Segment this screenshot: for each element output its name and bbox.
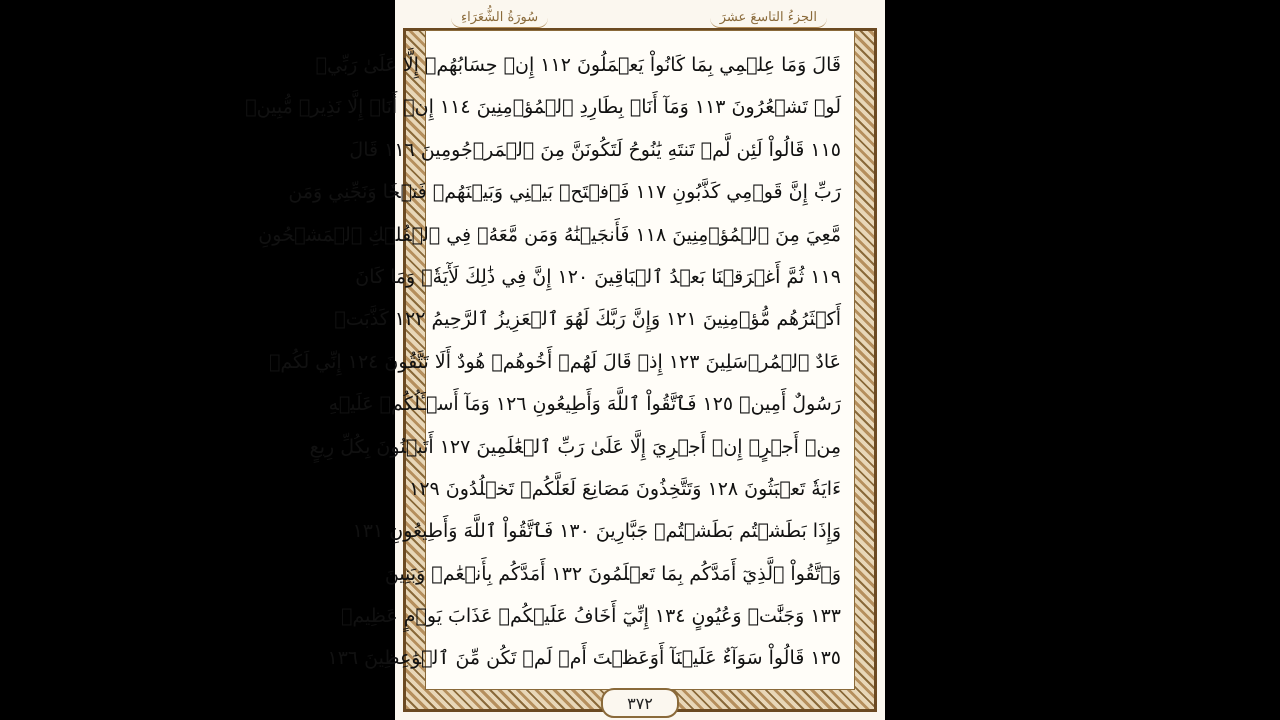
verse-line: ١٣٥ قَالُواْ سَوَآءٌ عَلَيۡنَآ أَوَعَظۡتَ أَمۡ لَمۡ تَكُن مِّنَ ٱلۡوَٰعِظِينَ ١٣٦ bbox=[327, 647, 841, 670]
verse-line: ١١٩ ثُمَّ أَغۡرَقۡنَا بَعۡدُ ٱلۡبَاقِينَ ١٢٠ إِنَّ فِي ذَٰلِكَ لَأٓيَةٗۖ وَمَا كَانَ bbox=[355, 265, 841, 288]
surah-name: سُورَةُ الشُّعَرَاءِ bbox=[451, 8, 548, 28]
verse-line: ١٣٣ وَجَنَّٰتٖ وَعُيُونٍ ١٣٤ إِنِّيٓ أَخَافُ عَلَيۡكُمۡ عَذَابَ يَوۡمٍ عَظِيمٖ bbox=[340, 605, 841, 628]
verse-lines bbox=[245, 44, 841, 680]
verse-line: قَالَ وَمَا عِلۡمِي بِمَا كَانُواْ يَعۡمَلُونَ ١١٢ إِنۡ حِسَابُهُمۡ إِلَّا عَلَىٰ رَبِّيۖ bbox=[315, 54, 841, 76]
verse-line: مَّعِيَ مِنَ ٱلۡمُؤۡمِنِينَ ١١٨ فَأَنجَيۡنَٰهُ وَمَن مَّعَهُۥ فِي ٱلۡفُلۡكِ ٱلۡمَشۡحُونِ bbox=[258, 223, 841, 246]
verse-line: رَسُولٌ أَمِينٞ ١٢٥ فَٱتَّقُواْ ٱللَّهَ وَأَطِيعُونِ ١٢٦ وَمَآ أَسۡـَٔلُكُمۡ عَلَيۡهِ bbox=[328, 393, 841, 416]
verse-line: ١١٥ قَالُواْ لَئِن لَّمۡ تَنتَهِ يَٰنُوحُ لَتَكُونَنَّ مِنَ ٱلۡمَرۡجُومِينَ ١١٦ قَالَ bbox=[349, 138, 841, 161]
verse-line: رَبِّ إِنَّ قَوۡمِي كَذَّبُونِ ١١٧ فَٱفۡتَحۡ بَيۡنِي وَبَيۡنَهُمۡ فَتۡحٗا وَنَجِّنِي وَمَن bbox=[288, 181, 841, 204]
mushaf-page bbox=[245, 0, 885, 720]
verse-line: ءَايَةٗ تَعۡبَثُونَ ١٢٨ وَتَتَّخِذُونَ مَصَانِعَ لَعَلَّكُمۡ تَخۡلُدُونَ ١٢٩ bbox=[409, 477, 841, 500]
page-number: ٣٧٢ bbox=[601, 688, 679, 718]
verse-line: وَإِذَا بَطَشۡتُم بَطَشۡتُمۡ جَبَّارِينَ ١٣٠ فَٱتَّقُواْ ٱللَّهَ وَأَطِيعُونِ ١٣١ bbox=[352, 520, 841, 543]
verse-line: لَوۡ تَشۡعُرُونَ ١١٣ وَمَآ أَنَا۠ بِطَارِدِ ٱلۡمُؤۡمِنِينَ ١١٤ إِنۡ أَنَا۠ إِلَّا نَذِيرٞ مُّبِينٞ bbox=[245, 96, 841, 119]
verse-line: مِنۡ أَجۡرٍۖ إِنۡ أَجۡرِيَ إِلَّا عَلَىٰ رَبِّ ٱلۡعَٰلَمِينَ ١٢٧ أَتَبۡنُونَ بِكُلِّ رِيعٍ bbox=[309, 435, 841, 458]
verse-line: عَادٌ ٱلۡمُرۡسَلِينَ ١٢٣ إِذۡ قَالَ لَهُمۡ أَخُوهُمۡ هُودٌ أَلَا تَتَّقُونَ ١٢٤ إِنِّي لَكُمۡ bbox=[268, 350, 841, 373]
verse-line: وَٱتَّقُواْ ٱلَّذِيٓ أَمَدَّكُم بِمَا تَعۡلَمُونَ ١٣٢ أَمَدَّكُم بِأَنۡعَٰمٖ وَبَنِينَ bbox=[384, 562, 841, 585]
verse-line: أَكۡثَرُهُم مُّؤۡمِنِينَ ١٢١ وَإِنَّ رَبَّكَ لَهُوَ ٱلۡعَزِيزُ ٱلرَّحِيمُ ١٢٢ كَذَّبَتۡ bbox=[334, 308, 841, 331]
juz-name: الجزءُ التاسعَ عشرَ bbox=[710, 8, 827, 28]
